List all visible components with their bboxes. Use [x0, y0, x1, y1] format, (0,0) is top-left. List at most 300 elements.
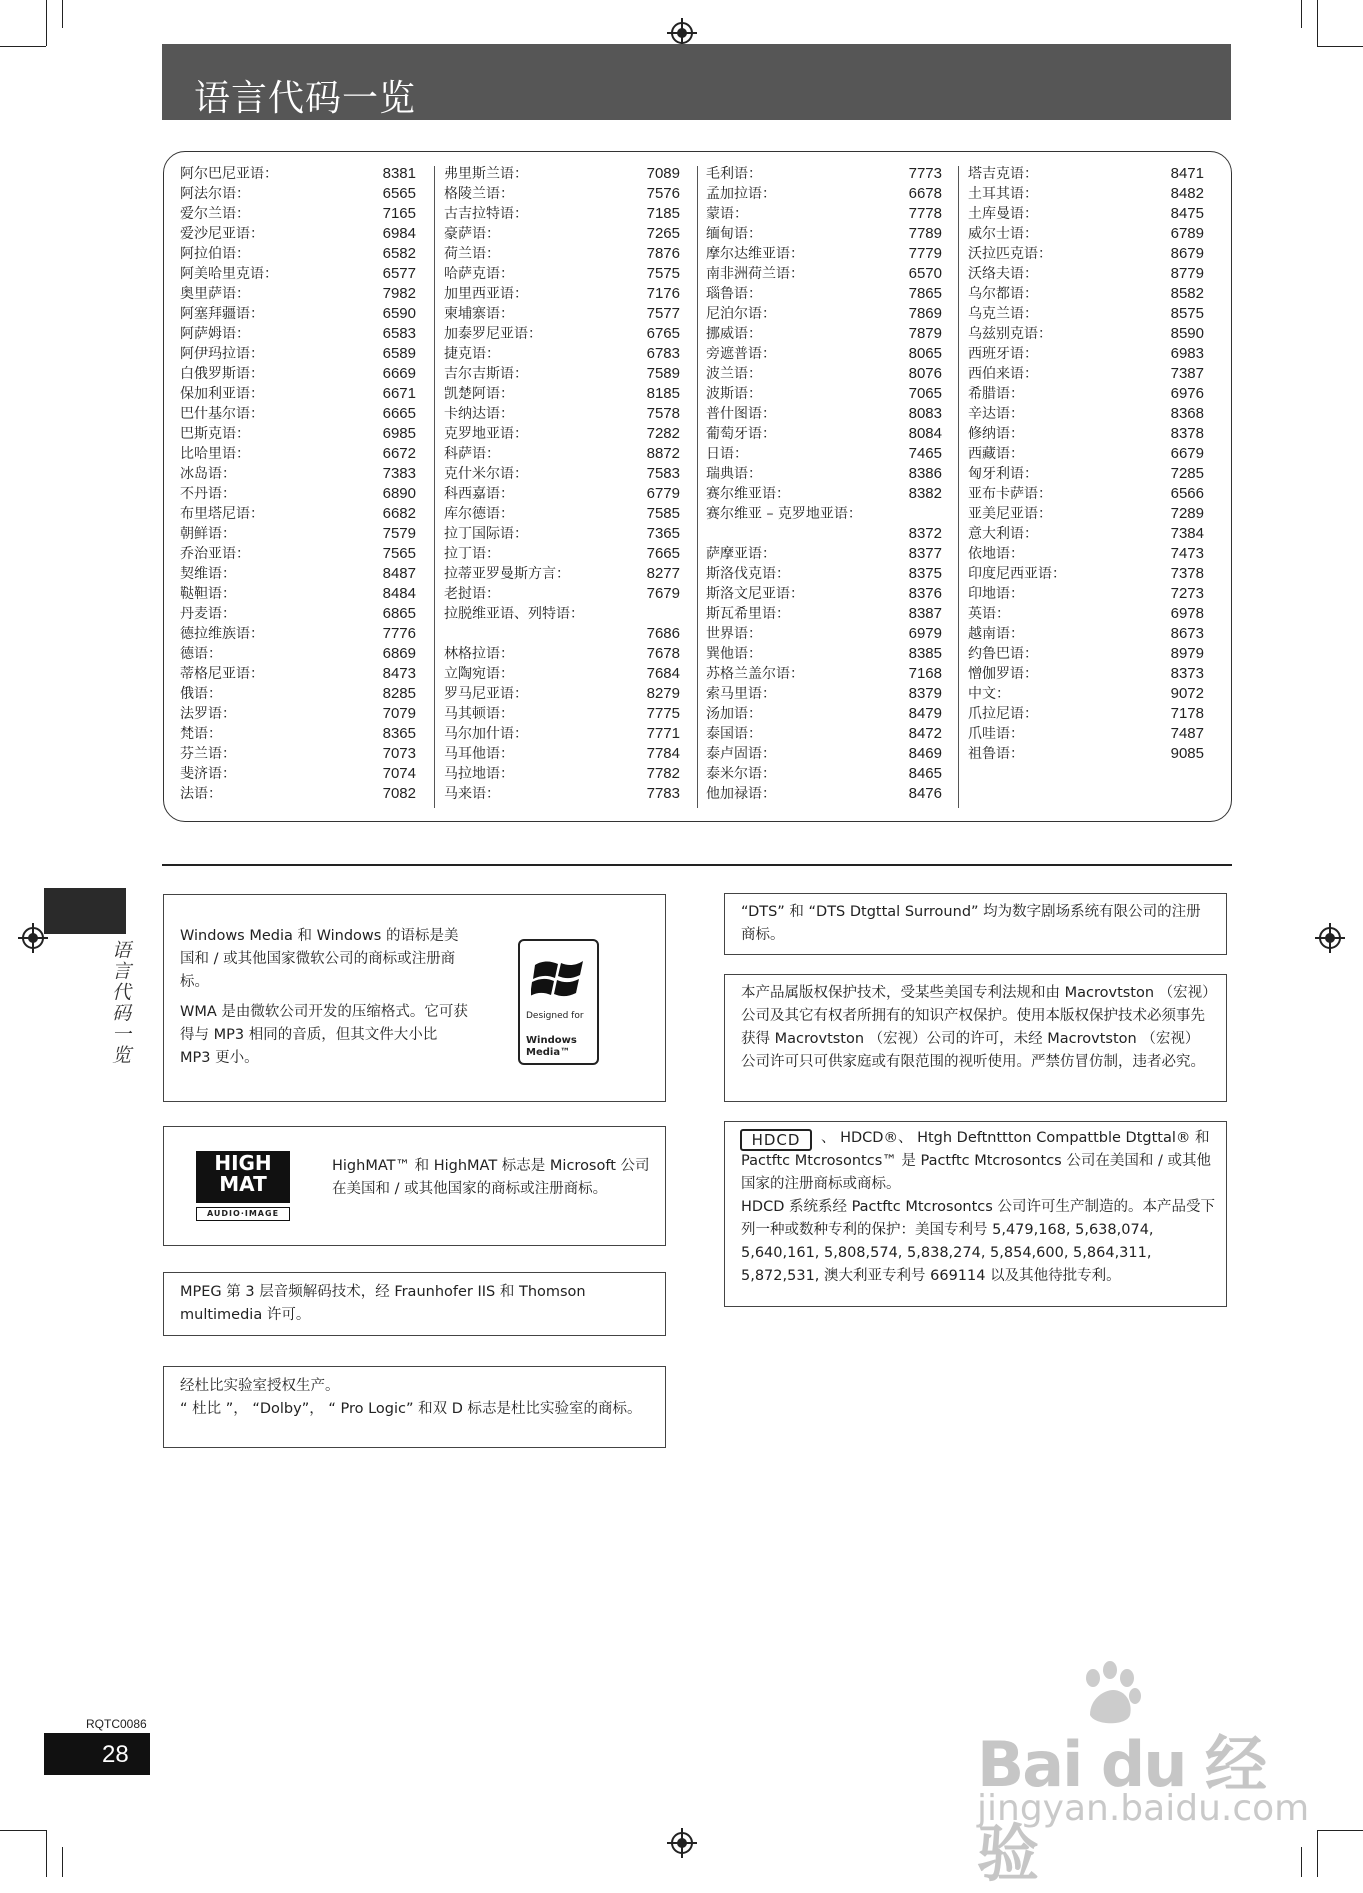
language-name: 泰卢固语：: [706, 746, 776, 762]
language-code: 7779: [908, 245, 942, 262]
language-row: [706, 424, 942, 444]
language-name: 乔治亚语：: [180, 546, 250, 562]
language-name: 巽他语：: [706, 646, 762, 662]
language-code: 7578: [646, 405, 680, 422]
language-row: [968, 444, 1204, 464]
language-code: 6765: [646, 325, 680, 342]
language-code: 6589: [382, 345, 416, 362]
language-code: 8373: [1170, 665, 1204, 682]
crop-mark: [1317, 1830, 1363, 1831]
language-code: 7365: [646, 525, 680, 542]
language-column-2: [444, 164, 680, 804]
windows-media-text: Windows Media 和 Windows 的语标是美国和 / 或其他国家微软公司的商标或注册商标。: [180, 928, 459, 990]
language-row: [444, 524, 680, 544]
language-row: [706, 504, 942, 524]
language-code: 6789: [1170, 225, 1204, 242]
windows-flag-icon: [531, 951, 587, 1007]
language-code: 7665: [646, 545, 680, 562]
language-code: 8484: [382, 585, 416, 602]
crop-mark: [46, 0, 47, 46]
language-row: [180, 544, 416, 564]
dolby-line1: 经杜比实验室授权生产。: [180, 1378, 340, 1394]
language-row: [444, 784, 680, 804]
language-row: [444, 344, 680, 364]
language-code: 7575: [646, 265, 680, 282]
highmat-logo: HIGH MAT AUDIO·IMAGE: [196, 1151, 290, 1223]
language-row: [180, 164, 416, 184]
language-name: 马耳他语：: [444, 746, 514, 762]
mpeg-notice: [163, 1272, 666, 1336]
language-code: 8465: [908, 765, 942, 782]
language-name: 尼泊尔语：: [706, 306, 776, 322]
language-name: 库尔德语：: [444, 506, 514, 522]
mpeg-text: MPEG 第 3 层音频解码技术，经 Fraunhofer IIS 和 Thomson multimedia 许可。: [180, 1284, 586, 1323]
language-code: 8378: [1170, 425, 1204, 442]
language-row: [444, 164, 680, 184]
language-row: [444, 464, 680, 484]
language-code: 6682: [382, 505, 416, 522]
language-name: 越南语：: [968, 626, 1024, 642]
language-code: 7783: [646, 785, 680, 802]
language-name: 马拉地语：: [444, 766, 514, 782]
dts-notice: [724, 893, 1227, 955]
language-name: 意大利语：: [968, 526, 1038, 542]
language-column-1: [180, 164, 416, 804]
language-code: 8277: [646, 565, 680, 582]
language-name: 巴斯克语：: [180, 426, 250, 442]
language-row: [180, 764, 416, 784]
language-row: [706, 284, 942, 304]
language-code: 6979: [908, 625, 942, 642]
language-code: 7378: [1170, 565, 1204, 582]
language-row: [706, 224, 942, 244]
language-code: 6583: [382, 325, 416, 342]
column-divider: [434, 166, 435, 808]
crop-mark: [62, 0, 63, 28]
language-name: 印地语：: [968, 586, 1024, 602]
language-row: [444, 724, 680, 744]
language-row: [706, 444, 942, 464]
language-code: 7465: [908, 445, 942, 462]
language-row: [180, 704, 416, 724]
language-code: 8590: [1170, 325, 1204, 342]
language-row: [706, 624, 942, 644]
language-name: 拉丁国际语：: [444, 526, 528, 542]
language-row: [444, 444, 680, 464]
language-code: 8679: [1170, 245, 1204, 262]
language-name: 保加利亚语：: [180, 386, 264, 402]
language-name: 瑙鲁语：: [706, 286, 762, 302]
language-row: [706, 724, 942, 744]
language-name: 汤加语：: [706, 706, 762, 722]
language-row: [444, 244, 680, 264]
language-row: [968, 244, 1204, 264]
dolby-notice: [163, 1366, 666, 1448]
language-name: 芬兰语：: [180, 746, 236, 762]
language-name: 泰米尔语：: [706, 766, 776, 782]
language-row: [706, 384, 942, 404]
language-name: 蒂格尼亚语：: [180, 666, 264, 682]
language-code: 8472: [908, 725, 942, 742]
language-name: 爱尔兰语：: [180, 206, 250, 222]
language-code: 8575: [1170, 305, 1204, 322]
language-code: 7384: [1170, 525, 1204, 542]
language-code: 8368: [1170, 405, 1204, 422]
language-name: 苏格兰盖尔语：: [706, 666, 804, 682]
language-code: 7869: [908, 305, 942, 322]
language-row: [180, 244, 416, 264]
language-row: [706, 644, 942, 664]
crop-mark: [1317, 46, 1363, 47]
language-name: 辛达语：: [968, 406, 1024, 422]
language-code: 9085: [1170, 745, 1204, 762]
macrovision-notice: [724, 974, 1227, 1102]
language-code: 6672: [382, 445, 416, 462]
language-name: 吉尔吉斯语：: [444, 366, 528, 382]
language-code: 6985: [382, 425, 416, 442]
language-name: 印度尼西亚语：: [968, 566, 1066, 582]
language-name: 马其顿语：: [444, 706, 514, 722]
language-name: 孟加拉语：: [706, 186, 776, 202]
language-row: [444, 424, 680, 444]
language-name: 爪拉尼语：: [968, 706, 1038, 722]
language-row: [180, 204, 416, 224]
page-title: 语言代码一览: [194, 78, 417, 119]
language-code: 7089: [646, 165, 680, 182]
language-name: 凯楚阿语：: [444, 386, 514, 402]
language-code: 7784: [646, 745, 680, 762]
language-name: 摩尔达维亚语：: [706, 246, 804, 262]
language-row: [706, 684, 942, 704]
language-name: 法罗语：: [180, 706, 236, 722]
language-code: 8475: [1170, 205, 1204, 222]
highmat-notice: [163, 1126, 666, 1246]
hdcd-logo: HDCD: [740, 1129, 812, 1151]
language-name: 法语：: [180, 786, 222, 802]
language-code: 8476: [908, 785, 942, 802]
language-code: 6865: [382, 605, 416, 622]
crop-mark: [1317, 0, 1318, 46]
language-code: 7771: [646, 725, 680, 742]
hdcd-patent-text: HDCD 系统系经 Pactftc Mtcrosontcs 公司许可生产制造的。本产品受下列一种或数种专利的保护：美国专利号 5,479,168, 5,638,074, 5,640,161, 5,808,574, 5,838,274, 5,854,600, 5,864,311, 5,872,531, 澳大利亚专利号 669114 以及其他待批专利。: [741, 1199, 1215, 1284]
language-name: 匈牙利语：: [968, 466, 1038, 482]
language-name: 土耳其语：: [968, 186, 1038, 202]
hdcd-trademark-text: 、 HDCD®、 Htgh Deftnttton Compattble Dtgttal® 和 Pactftc Mtcrosontcs™ 是 Pactftc Mtcrosontcs 公司在美国和 / 或其他国家的注册商标或商标。: [741, 1130, 1211, 1192]
language-name: 斯洛文尼亚语：: [706, 586, 804, 602]
language-name: 波兰语：: [706, 366, 762, 382]
language-code: 7775: [646, 705, 680, 722]
language-name: 亚布卡萨语：: [968, 486, 1052, 502]
language-row: [968, 504, 1204, 524]
language-name: 德拉维族语：: [180, 626, 264, 642]
language-row: [968, 164, 1204, 184]
language-name: 西伯来语：: [968, 366, 1038, 382]
windows-media-logo: [518, 939, 599, 1065]
language-name: 沃拉匹克语：: [968, 246, 1052, 262]
language-code: 6565: [382, 185, 416, 202]
language-code: 8382: [908, 485, 942, 502]
language-name: 葡萄牙语：: [706, 426, 776, 442]
language-code: 6671: [382, 385, 416, 402]
macrovision-text: 本产品属版权保护技术，受某些美国专利法规和由 Macrovtston （宏视）公司及其它有权者所拥有的知识产权保护。使用本版权保护技术必须事先获得 Macrovtston （宏视）公司的许可，未经 Macrovtston （宏视）公司许可只可供家庭或有限范围的视听使用。严禁仿冒仿制，违者必究。: [741, 985, 1210, 1070]
language-row: [444, 684, 680, 704]
language-row: [706, 484, 942, 504]
language-name: 泰国语：: [706, 726, 762, 742]
language-row: [444, 744, 680, 764]
language-row: [180, 264, 416, 284]
language-row: [706, 164, 942, 184]
language-name: 柬埔寨语：: [444, 306, 514, 322]
language-code: 7789: [908, 225, 942, 242]
language-name: 丹麦语：: [180, 606, 236, 622]
language-code: 8375: [908, 565, 942, 582]
dts-text: “DTS” 和 “DTS Dtgttal Surround” 均为数字剧场系统有限公司的注册商标。: [741, 904, 1201, 943]
language-row: [444, 564, 680, 584]
language-row: [180, 384, 416, 404]
windows-media-notice: [163, 894, 666, 1102]
language-code: 8779: [1170, 265, 1204, 282]
language-code: 7684: [646, 665, 680, 682]
language-row: [968, 184, 1204, 204]
language-code-table: [163, 151, 1232, 822]
language-name: 拉脱维亚语、列特语：: [444, 606, 584, 622]
language-row: [968, 584, 1204, 604]
page-number-badge: [44, 1733, 150, 1775]
language-name: 立陶宛语：: [444, 666, 514, 682]
language-row: [968, 284, 1204, 304]
language-code: 7776: [382, 625, 416, 642]
baidu-watermark: [965, 1660, 1310, 1890]
language-row: [706, 364, 942, 384]
crop-mark: [0, 1830, 46, 1831]
language-code: 8381: [382, 165, 416, 182]
language-name: 冰岛语：: [180, 466, 236, 482]
language-row: [180, 404, 416, 424]
language-name: 赛尔维亚 – 克罗地亚语：: [706, 506, 862, 522]
language-name: 阿伊玛拉语：: [180, 346, 264, 362]
section-divider: [162, 864, 1232, 866]
language-code: 7074: [382, 765, 416, 782]
language-code: 7289: [1170, 505, 1204, 522]
language-name: 朝鲜语：: [180, 526, 236, 542]
language-row: [968, 264, 1204, 284]
language-name: 英语：: [968, 606, 1010, 622]
language-code: 8473: [382, 665, 416, 682]
language-name: 日语：: [706, 446, 748, 462]
language-row: [706, 704, 942, 724]
language-code: 7285: [1170, 465, 1204, 482]
windows-logo-line2: Windows Media™: [526, 1035, 577, 1058]
language-row: [968, 344, 1204, 364]
language-row: [444, 624, 680, 644]
language-name: 他加禄语：: [706, 786, 776, 802]
language-name: 普什图语：: [706, 406, 776, 422]
language-code: 8469: [908, 745, 942, 762]
language-code: 7265: [646, 225, 680, 242]
language-row: [180, 444, 416, 464]
language-code: 7383: [382, 465, 416, 482]
language-row: [706, 544, 942, 564]
crop-mark: [46, 1830, 47, 1877]
language-code: 8185: [646, 385, 680, 402]
language-code: 7576: [646, 185, 680, 202]
language-row: [706, 784, 942, 804]
language-row: [968, 664, 1204, 684]
language-code: 7073: [382, 745, 416, 762]
language-name: 古吉拉特语：: [444, 206, 528, 222]
language-row: [706, 404, 942, 424]
language-row: [968, 684, 1204, 704]
language-name: 蒙语：: [706, 206, 748, 222]
language-code: 6590: [382, 305, 416, 322]
language-name: 索马里语：: [706, 686, 776, 702]
language-name: 中文：: [968, 686, 1010, 702]
language-code: 7079: [382, 705, 416, 722]
language-row: [180, 324, 416, 344]
language-row: [444, 264, 680, 284]
language-row: [444, 484, 680, 504]
language-code: 6577: [382, 265, 416, 282]
hdcd-notice: [724, 1121, 1227, 1307]
language-name: 祖鲁语：: [968, 746, 1024, 762]
language-row: [444, 604, 680, 624]
language-column-3: [706, 164, 942, 804]
language-name: 林格拉语：: [444, 646, 514, 662]
language-name: 德语：: [180, 646, 222, 662]
language-row: [968, 204, 1204, 224]
language-code: 8482: [1170, 185, 1204, 202]
crop-mark: [0, 46, 46, 47]
column-divider: [697, 166, 698, 808]
language-row: [706, 204, 942, 224]
language-row: [968, 324, 1204, 344]
language-code: 8872: [646, 445, 680, 462]
language-row: [444, 504, 680, 524]
language-column-4: [968, 164, 1204, 764]
language-row: [180, 504, 416, 524]
language-code: 8065: [908, 345, 942, 362]
language-code: 7185: [646, 205, 680, 222]
registration-mark-icon: [671, 1832, 693, 1854]
language-code: 8479: [908, 705, 942, 722]
language-code: 6665: [382, 405, 416, 422]
language-code: 7686: [646, 625, 680, 642]
language-name: 南非洲荷兰语：: [706, 266, 804, 282]
language-code: 9072: [1170, 685, 1204, 702]
language-name: 不丹语：: [180, 486, 236, 502]
language-row: [444, 544, 680, 564]
language-code: 7589: [646, 365, 680, 382]
language-code: 7782: [646, 765, 680, 782]
language-name: 布里塔尼语：: [180, 506, 264, 522]
language-name: 土库曼语：: [968, 206, 1038, 222]
language-code: 7168: [908, 665, 942, 682]
language-row: [444, 384, 680, 404]
language-row: [706, 304, 942, 324]
language-name: 塔吉克语：: [968, 166, 1038, 182]
language-name: 白俄罗斯语：: [180, 366, 264, 382]
language-name: 鞑靼语：: [180, 586, 236, 602]
language-code: 8285: [382, 685, 416, 702]
language-row: [968, 304, 1204, 324]
language-row: [706, 324, 942, 344]
language-name: 拉蒂亚罗曼斯方言：: [444, 566, 570, 582]
language-name: 阿拉伯语：: [180, 246, 250, 262]
language-code: 6984: [382, 225, 416, 242]
language-code: 6582: [382, 245, 416, 262]
language-name: 毛利语：: [706, 166, 762, 182]
language-row: [180, 664, 416, 684]
language-code: 6983: [1170, 345, 1204, 362]
language-row: [180, 364, 416, 384]
language-name: 奥里萨语：: [180, 286, 250, 302]
language-code: 6783: [646, 345, 680, 362]
language-name: 约鲁巴语：: [968, 646, 1038, 662]
language-code: 6678: [908, 185, 942, 202]
language-name: 威尔士语：: [968, 226, 1038, 242]
language-code: 8372: [908, 525, 942, 542]
side-tab-label: 语言代码一览: [109, 940, 131, 1066]
language-row: [968, 484, 1204, 504]
watermark-brand: Bai du 经验: [977, 1728, 1266, 1890]
language-row: [180, 184, 416, 204]
language-row: [968, 464, 1204, 484]
language-name: 斯洛伐克语：: [706, 566, 790, 582]
language-name: 乌尔都语：: [968, 286, 1038, 302]
language-code: 6976: [1170, 385, 1204, 402]
language-name: 世界语：: [706, 626, 762, 642]
language-row: [706, 184, 942, 204]
language-name: 拉丁语：: [444, 546, 500, 562]
language-name: 俄语：: [180, 686, 222, 702]
language-row: [706, 464, 942, 484]
language-code: 8582: [1170, 285, 1204, 302]
language-row: [180, 524, 416, 544]
language-row: [444, 704, 680, 724]
language-code: 8279: [646, 685, 680, 702]
language-name: 瑞典语：: [706, 466, 762, 482]
language-code: 7178: [1170, 705, 1204, 722]
language-code: 7565: [382, 545, 416, 562]
language-row: [968, 364, 1204, 384]
language-row: [180, 464, 416, 484]
language-row: [444, 284, 680, 304]
language-code: 7778: [908, 205, 942, 222]
column-divider: [958, 166, 959, 808]
language-name: 萨摩亚语：: [706, 546, 776, 562]
language-name: 加里西亚语：: [444, 286, 528, 302]
language-row: [180, 784, 416, 804]
language-name: 豪萨语：: [444, 226, 500, 242]
language-row: [968, 744, 1204, 764]
language-row: [180, 304, 416, 324]
language-row: [968, 384, 1204, 404]
language-name: 乌兹别克语：: [968, 326, 1052, 342]
language-name: 缅甸语：: [706, 226, 762, 242]
language-row: [180, 624, 416, 644]
language-code: 8386: [908, 465, 942, 482]
language-code: 8365: [382, 725, 416, 742]
language-row: [706, 244, 942, 264]
language-row: [968, 564, 1204, 584]
language-code: 7679: [646, 585, 680, 602]
language-code: 6679: [1170, 445, 1204, 462]
language-code: 7982: [382, 285, 416, 302]
language-row: [444, 664, 680, 684]
highmat-text: HighMAT™ 和 HighMAT 标志是 Microsoft 公司在美国和 / 或其他国家的商标或注册商标。: [332, 1158, 650, 1197]
language-row: [968, 624, 1204, 644]
wma-text: WMA 是由微软公司开发的压缩格式。它可获得与 MP3 相同的音质，但其文件大小比 MP3 更小。: [180, 1004, 468, 1066]
